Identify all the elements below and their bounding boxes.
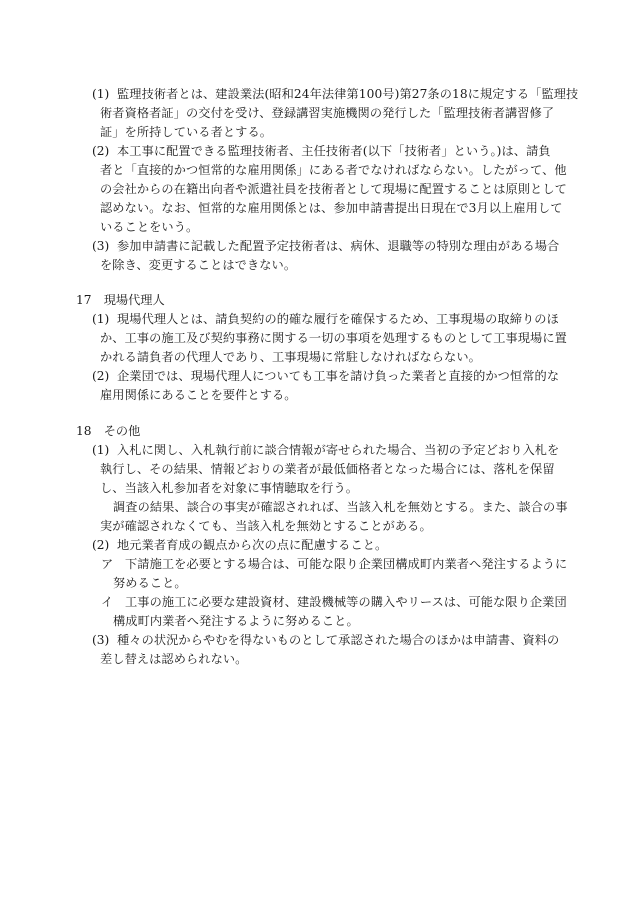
paragraph-line: 地元業者育成の観点から次の点に配慮すること。	[117, 538, 388, 552]
paragraph-line: 種々の状況からやむを得ないものとして承認された場合のほかは申請書、資料の	[117, 633, 560, 647]
paragraph-line: 工事の施工に必要な建設資材、建設機械等の購入やリースは、可能な限り企業団	[125, 595, 567, 609]
paragraph-line: の会社からの在籍出向者や派遣社員を技術者として現場に配置することは原則として	[100, 182, 567, 196]
paragraph-line: 認めない。なお、恒常的な雇用関係とは、参加申請書提出日現在で3月以上雇用して	[100, 201, 563, 215]
sub-item-mark: ア	[101, 557, 114, 571]
item-number: (1)	[92, 443, 110, 457]
item-number: (3)	[92, 633, 110, 647]
paragraph-line: し、当該入札参加者を対象に事情聴取を行う。	[100, 481, 359, 495]
paragraph-line: 証」を所持している者とする。	[100, 125, 273, 139]
paragraph-line: 下請施工を必要とする場合は、可能な限り企業団構成町内業者へ発注するように	[125, 557, 568, 571]
paragraph-line: 差し替えは認められない。	[100, 652, 248, 666]
paragraph-line: 努めること。	[113, 576, 187, 590]
section-heading: 17 現場代理人	[76, 293, 165, 307]
paragraph-line: 調査の結果、談合の事実が確認されれば、当該入札を無効とする。また、談合の事	[113, 500, 568, 514]
paragraph-line: 監理技術者とは、建設業法(昭和24年法律第100号)第27条の18に規定する「監理技	[117, 87, 579, 101]
paragraph-line: 企業団では、現場代理人についても工事を請け負った業者と直接的かつ恒常的な	[117, 369, 560, 383]
item-number: (2)	[92, 538, 110, 552]
paragraph-line: 執行し、その結果、情報どおりの業者が最低価格者となった場合には、落札を保留	[100, 462, 555, 476]
item-number: (2)	[92, 369, 110, 383]
paragraph-line: 構成町内業者へ発注するように努めること。	[113, 614, 359, 628]
paragraph-line: 術者資格者証」の交付を受け、登録講習実施機関の発行した「監理技術者講習修了	[100, 106, 555, 120]
paragraph-line: 入札に関し、入札執行前に談合情報が寄せられた場合、当初の予定どおり入札を	[117, 443, 560, 457]
item-number: (2)	[92, 144, 110, 158]
paragraph-line: 雇用関係にあることを要件とする。	[100, 388, 297, 402]
section-heading: 18 その他	[76, 424, 141, 438]
paragraph-line: 現場代理人とは、請負契約の的確な履行を確保するため、工事現場の取締りのほ	[117, 312, 559, 326]
sub-item-mark: イ	[101, 595, 114, 609]
paragraph-line: 本工事に配置できる監理技術者、主任技術者(以下「技術者」という。)は、請負	[117, 144, 551, 158]
paragraph-line: いることをいう。	[100, 220, 199, 234]
item-number: (3)	[92, 239, 110, 253]
item-number: (1)	[92, 87, 110, 101]
paragraph-line: 者と「直接的かつ恒常的な雇用関係」にある者でなければならない。したがって、他	[100, 163, 567, 177]
paragraph-line: かれる請負者の代理人であり、工事現場に常駐しなければならない。	[100, 350, 481, 364]
paragraph-line: 参加申請書に記載した配置予定技術者は、病休、退職等の特別な理由がある場合	[117, 239, 560, 253]
paragraph-line: を除き、変更することはできない。	[100, 258, 297, 272]
paragraph-line: 実が確認されなくても、当該入札を無効とすることがある。	[100, 519, 432, 533]
paragraph-line: か、工事の施工及び契約事務に関する一切の事項を処理するものとして工事現場に置	[100, 331, 567, 345]
item-number: (1)	[92, 312, 110, 326]
